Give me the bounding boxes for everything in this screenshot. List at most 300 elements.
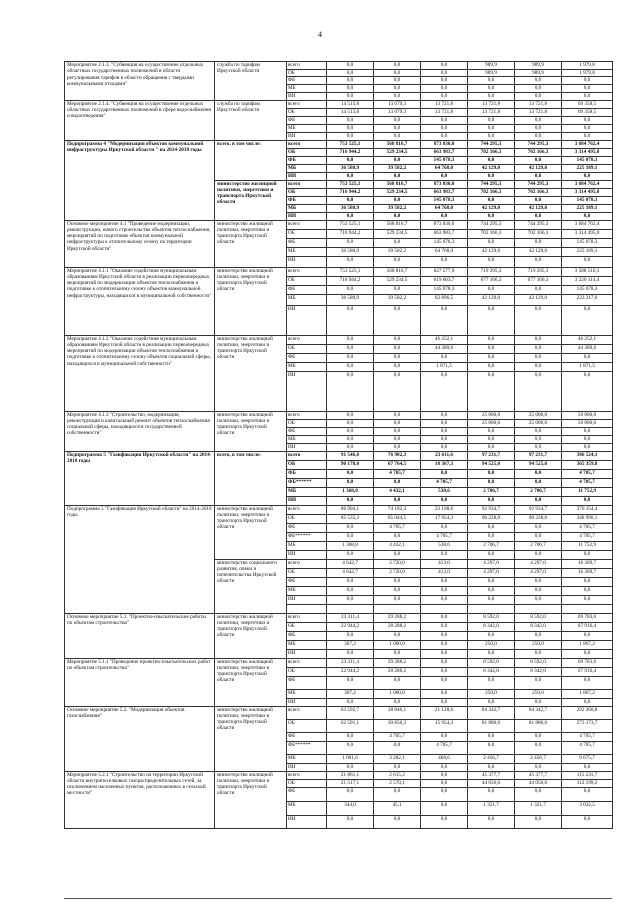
executor-cell: всего, в том числе:	[215, 451, 287, 505]
total-value-cell: 292 260,8	[562, 706, 613, 719]
total-value-cell: 0,0	[562, 550, 613, 559]
year-value-cell: 0,0	[374, 435, 421, 443]
year-value-cell: 8 592,0	[468, 613, 515, 622]
total-value-cell: 0,0	[562, 787, 613, 801]
total-value-cell: 69 358,5	[562, 108, 613, 116]
measure-name-cell: Мероприятие 2.1.3. "Субвенция на осуществление отдельных областных государственных полномочий в области регулирования тарифов в области обращения с твердыми коммунальными отходами"	[65, 62, 215, 101]
funding-source-cell: ОБ	[287, 460, 327, 469]
year-value-cell: 0,0	[468, 649, 515, 658]
year-value-cell: 0,0	[515, 92, 562, 100]
funding-source-cell: ИИ	[287, 595, 327, 604]
budget-table	[64, 61, 613, 829]
funding-source-cell: МБ	[287, 85, 327, 93]
total-value-cell: 0,0	[562, 649, 613, 658]
year-value-cell: 1 000,0	[374, 689, 421, 698]
funding-source-cell: ОБ	[287, 667, 327, 676]
year-value-cell: 0,0	[327, 698, 374, 706]
year-value-cell: 4 705,7	[374, 469, 421, 478]
measure-name-cell: Мероприятие 4.1.3 "Строительство, модернизация, реконструкция и капитальный ремонт объектов теплоснабжения социальной сферы, находящихся в государственной собственности"	[65, 411, 215, 451]
executor-cell: министерство жилищной политики, энергетики и транспорта Иркутской области	[215, 613, 287, 658]
year-value-cell: 0,0	[421, 496, 468, 505]
executor-cell: служба по тарифам Иркутской области	[215, 62, 287, 101]
year-value-cell: 0,0	[515, 172, 562, 180]
year-value-cell: 0,0	[421, 124, 468, 132]
year-value-cell: 702 166,3	[468, 188, 515, 196]
year-value-cell: 8 592,0	[515, 658, 562, 667]
year-value-cell: 744 295,3	[515, 220, 562, 229]
year-value-cell: 1 368,8	[327, 541, 374, 550]
total-value-cell: 3 588 510,3	[562, 267, 613, 276]
total-value-cell: 11 752,9	[562, 487, 613, 496]
funding-source-cell	[287, 604, 327, 613]
year-value-cell: 0,0	[468, 344, 515, 353]
funding-source-cell: МБ	[287, 541, 327, 550]
year-value-cell: 0,0	[421, 622, 468, 631]
year-value-cell: 4 297,0	[515, 568, 562, 577]
year-value-cell: 4 705,7	[421, 741, 468, 754]
year-value-cell: 0,0	[327, 256, 374, 267]
year-value-cell: 873 830,0	[421, 220, 468, 229]
year-value-cell: 74 182,3	[374, 505, 421, 514]
year-value-cell: 0,0	[421, 763, 468, 771]
year-value-cell: 0,0	[327, 305, 374, 335]
year-value-cell: 0,0	[374, 124, 421, 132]
year-value-cell: 0,0	[327, 787, 374, 801]
year-value-cell: 0,0	[327, 523, 374, 532]
year-value-cell: 0,0	[515, 815, 562, 828]
year-value-cell: 0,0	[374, 550, 421, 559]
year-value-cell: 719 295,3	[468, 267, 515, 276]
year-value-cell: 86 904,1	[327, 505, 374, 514]
year-value-cell: 0,0	[421, 640, 468, 649]
total-value-cell: 1 867,2	[562, 640, 613, 649]
total-value-cell: 1 979,8	[562, 62, 613, 70]
year-value-cell: 0,0	[374, 496, 421, 505]
funding-source-cell: всего	[287, 335, 327, 344]
year-value-cell: 0,0	[374, 85, 421, 93]
year-value-cell: 63 592,7	[327, 706, 374, 719]
total-value-cell: 4 705,7	[562, 478, 613, 487]
funding-source-cell: ФБ	[287, 631, 327, 640]
funding-source-cell: ОБ	[287, 719, 327, 732]
total-value-cell: 145 078,3	[562, 285, 613, 294]
funding-source-cell: ФБ	[287, 676, 327, 689]
year-value-cell: 94 525,0	[515, 460, 562, 469]
year-value-cell: 0,0	[421, 613, 468, 622]
year-value-cell: 21 128,6	[421, 706, 468, 719]
year-value-cell: 28 288,2	[374, 622, 421, 631]
year-value-cell: 873 830,0	[421, 180, 468, 188]
year-value-cell: 0,0	[327, 411, 374, 419]
year-value-cell: 0,0	[374, 344, 421, 353]
funding-source-cell: всего	[287, 100, 327, 108]
year-value-cell: 0,0	[468, 443, 515, 451]
year-value-cell: 23 311,4	[327, 613, 374, 622]
year-value-cell: 0,0	[468, 496, 515, 505]
total-value-cell: 0,0	[562, 443, 613, 451]
table-row	[65, 706, 613, 719]
year-value-cell: 44 056,0	[468, 779, 515, 787]
year-value-cell: 0,0	[515, 741, 562, 754]
year-value-cell: 0,0	[515, 256, 562, 267]
year-value-cell: 0,0	[327, 577, 374, 586]
year-value-cell: 0,0	[327, 732, 374, 741]
funding-source-cell: всего	[287, 559, 327, 568]
total-value-cell: 0,0	[562, 132, 613, 140]
year-value-cell: 0,0	[515, 212, 562, 220]
year-value-cell: 0,0	[515, 285, 562, 294]
year-value-cell: 0,0	[421, 116, 468, 124]
funding-source-cell: ФБ******	[287, 741, 327, 754]
funding-source-cell: всего	[287, 451, 327, 460]
year-value-cell: 0,0	[421, 667, 468, 676]
year-value-cell: 0,0	[515, 586, 562, 595]
year-value-cell: 42 129,0	[468, 164, 515, 172]
year-value-cell: 3 282,1	[374, 754, 421, 763]
total-value-cell: 0,0	[562, 631, 613, 640]
year-value-cell: 0,0	[374, 335, 421, 344]
funding-source-cell: ФБ	[287, 787, 327, 801]
year-value-cell: 4 297,0	[468, 568, 515, 577]
year-value-cell: 702 166,3	[515, 188, 562, 196]
total-value-cell: 370 154,4	[562, 505, 613, 514]
year-value-cell: 619 603,7	[421, 276, 468, 285]
year-value-cell: 67 764,5	[374, 460, 421, 469]
total-value-cell: 0,0	[562, 496, 613, 505]
year-value-cell: 85 535,3	[327, 514, 374, 523]
year-value-cell: 39 582,2	[374, 247, 421, 256]
year-value-cell: 42 129,0	[515, 164, 562, 172]
year-value-cell: 2 456,7	[468, 754, 515, 763]
funding-source-cell: МБ	[287, 487, 327, 496]
funding-source-cell: ФБ	[287, 469, 327, 478]
executor-cell: министерство жилищной политики, энергетики и транспорта Иркутской области	[215, 335, 287, 411]
year-value-cell: 0,0	[515, 469, 562, 478]
year-value-cell: 0,0	[374, 62, 421, 70]
year-value-cell: 45 377,7	[515, 771, 562, 779]
year-value-cell: 702 166,3	[468, 148, 515, 156]
year-value-cell: 0,0	[515, 238, 562, 247]
year-value-cell: 0,0	[374, 532, 421, 541]
year-value-cell: 0,0	[468, 371, 515, 411]
year-value-cell: 0,0	[515, 631, 562, 640]
executor-cell: министерство жилищной политики, энергетики и транспорта Иркутской области	[215, 505, 287, 559]
year-value-cell: 90 228,0	[468, 514, 515, 523]
year-value-cell: 4 705,7	[421, 532, 468, 541]
funding-source-cell: ИИ	[287, 698, 327, 706]
year-value-cell: 8 592,0	[515, 613, 562, 622]
year-value-cell: 0,0	[515, 124, 562, 132]
total-value-cell: 0,0	[562, 305, 613, 335]
year-value-cell: 744 295,3	[468, 140, 515, 148]
year-value-cell: 64 768,0	[421, 164, 468, 172]
total-value-cell: 44 380,6	[562, 344, 613, 353]
year-value-cell: 0,0	[327, 344, 374, 353]
funding-source-cell: МБ	[287, 754, 327, 763]
funding-source-cell: всего	[287, 613, 327, 622]
year-value-cell: 2 456,7	[515, 754, 562, 763]
year-value-cell: 13 721,8	[515, 108, 562, 116]
year-value-cell: 0,0	[327, 586, 374, 595]
year-value-cell: 568 816,7	[374, 220, 421, 229]
year-value-cell: 663 983,7	[421, 188, 468, 196]
year-value-cell: 0,0	[515, 344, 562, 353]
total-value-cell: 225 189,1	[562, 164, 613, 172]
year-value-cell: 0,0	[468, 305, 515, 335]
year-value-cell: 367,2	[327, 689, 374, 698]
total-value-cell: 145 078,3	[562, 156, 613, 164]
year-value-cell: 716 944,2	[327, 229, 374, 238]
year-value-cell: 2 706,7	[515, 541, 562, 550]
measure-name-cell: Подпрограмма 5 "Газификация Иркутской области" на 2014-2018 годы	[65, 505, 215, 613]
year-value-cell: 0,0	[327, 196, 374, 204]
year-value-cell: 92 934,7	[515, 505, 562, 514]
funding-source-cell: всего	[287, 411, 327, 419]
total-value-cell: 0,0	[562, 371, 613, 411]
funding-source-cell: ИИ	[287, 649, 327, 658]
year-value-cell: 65 044,5	[374, 514, 421, 523]
total-value-cell: 11 752,9	[562, 541, 613, 550]
year-value-cell: 62 591,1	[327, 719, 374, 732]
year-value-cell: 0,0	[468, 124, 515, 132]
year-value-cell: 529 234,5	[374, 148, 421, 156]
total-value-cell: 115 231,7	[562, 771, 613, 779]
year-value-cell: 25 000,0	[468, 411, 515, 419]
year-value-cell: 0,0	[468, 698, 515, 706]
year-value-cell: 0,0	[374, 763, 421, 771]
year-value-cell: 716 944,2	[327, 148, 374, 156]
year-value-cell: 0,0	[374, 212, 421, 220]
year-value-cell: 81 886,0	[515, 719, 562, 732]
total-value-cell: 0,0	[562, 256, 613, 267]
year-value-cell: 2 706,7	[515, 487, 562, 496]
funding-source-cell: МБ	[287, 435, 327, 443]
year-value-cell: 0,0	[374, 256, 421, 267]
total-value-cell: 16 369,7	[562, 559, 613, 568]
table-row	[65, 62, 613, 70]
year-value-cell: 0,0	[515, 335, 562, 344]
year-value-cell: 21 517,1	[327, 779, 374, 787]
funding-source-cell: всего	[287, 658, 327, 667]
funding-source-cell: всего	[287, 706, 327, 719]
year-value-cell: 8 342,0	[468, 622, 515, 631]
year-value-cell: 0,0	[515, 649, 562, 658]
year-value-cell: 0,0	[374, 787, 421, 801]
funding-source-cell: ИИ	[287, 371, 327, 411]
year-value-cell: 0,0	[468, 763, 515, 771]
year-value-cell: 4 642,7	[327, 559, 374, 568]
year-value-cell: 0,0	[327, 285, 374, 294]
year-value-cell: 0,0	[421, 523, 468, 532]
year-value-cell: 28 288,2	[374, 667, 421, 676]
year-value-cell: 0,0	[374, 238, 421, 247]
funding-source-cell: ФБ	[287, 353, 327, 362]
funding-source-cell: ФБ	[287, 196, 327, 204]
year-value-cell: 0,0	[468, 595, 515, 604]
year-value-cell: 744 295,3	[468, 180, 515, 188]
year-value-cell: 45 377,7	[468, 771, 515, 779]
year-value-cell: 15 954,3	[421, 719, 468, 732]
total-value-cell: 4 705,7	[562, 523, 613, 532]
year-value-cell: 0,0	[421, 69, 468, 77]
year-value-cell: 0,0	[515, 435, 562, 443]
total-value-cell: 67 916,4	[562, 667, 613, 676]
year-value-cell: 21 861,1	[327, 771, 374, 779]
year-value-cell: 0,0	[327, 116, 374, 124]
year-value-cell: 0,0	[515, 763, 562, 771]
year-value-cell: 13 721,8	[421, 100, 468, 108]
year-value-cell: 0,0	[327, 427, 374, 435]
year-value-cell: 663 983,7	[421, 229, 468, 238]
year-value-cell: 0,0	[374, 371, 421, 411]
year-value-cell: 2 570,1	[374, 779, 421, 787]
year-value-cell: 0,0	[327, 353, 374, 362]
year-value-cell: 0,0	[327, 69, 374, 77]
total-value-cell: 9 675,7	[562, 754, 613, 763]
total-value-cell: 0,0	[562, 676, 613, 689]
year-value-cell: 0,0	[468, 469, 515, 478]
year-value-cell: 0,0	[374, 595, 421, 604]
year-value-cell: 0,0	[468, 362, 515, 371]
year-value-cell: 0,0	[374, 92, 421, 100]
year-value-cell: 2 615,2	[374, 771, 421, 779]
year-value-cell: 0,0	[468, 631, 515, 640]
year-value-cell: 0,0	[468, 212, 515, 220]
year-value-cell: 0,0	[327, 124, 374, 132]
year-value-cell: 0,0	[374, 132, 421, 140]
total-value-cell: 3 032,5	[562, 801, 613, 815]
total-value-cell: 3 314 495,0	[562, 229, 613, 238]
funding-source-cell: ИИ	[287, 172, 327, 180]
year-value-cell: 0,0	[515, 427, 562, 435]
year-value-cell: 90 178,0	[327, 460, 374, 469]
year-value-cell: 0,0	[421, 787, 468, 801]
year-value-cell: 250,0	[515, 689, 562, 698]
table-row	[65, 100, 613, 108]
year-value-cell: 42 129,0	[468, 204, 515, 212]
year-value-cell: 0,0	[515, 595, 562, 604]
year-value-cell: 23 198,6	[421, 505, 468, 514]
year-value-cell: 0,0	[374, 156, 421, 164]
year-value-cell: 0,0	[327, 238, 374, 247]
year-value-cell: 0,0	[327, 550, 374, 559]
year-value-cell: 145 078,3	[421, 285, 468, 294]
funding-source-cell: МБ	[287, 801, 327, 815]
year-value-cell: 677 166,3	[515, 276, 562, 285]
year-value-cell: 1 321,7	[468, 801, 515, 815]
total-value-cell: 0,0	[562, 763, 613, 771]
year-value-cell: 989,9	[468, 69, 515, 77]
year-value-cell: 4 432,1	[374, 487, 421, 496]
total-value-cell: 0,0	[562, 435, 613, 443]
total-value-cell: 0,0	[562, 212, 613, 220]
total-value-cell: 386 524,1	[562, 451, 613, 460]
year-value-cell: 44 380,6	[421, 344, 468, 353]
year-value-cell: 0,0	[421, 62, 468, 70]
year-value-cell: 0,0	[468, 132, 515, 140]
year-value-cell: 989,9	[515, 62, 562, 70]
year-value-cell: 0,0	[515, 550, 562, 559]
year-value-cell: 702 166,3	[468, 229, 515, 238]
year-value-cell: 0,0	[421, 815, 468, 828]
funding-source-cell: МБ	[287, 164, 327, 172]
year-value-cell: 0,0	[374, 631, 421, 640]
year-value-cell: 4 432,1	[374, 541, 421, 550]
year-value-cell: 0,0	[421, 779, 468, 787]
funding-source-cell: МБ	[287, 362, 327, 371]
year-value-cell: 0,0	[421, 698, 468, 706]
total-value-cell: 0,0	[562, 92, 613, 100]
year-value-cell: 0,0	[515, 305, 562, 335]
funding-source-cell: ОБ	[287, 622, 327, 631]
year-value-cell	[421, 604, 468, 613]
year-value-cell: 753 525,1	[327, 220, 374, 229]
total-value-cell: 0,0	[562, 595, 613, 604]
total-value-cell: 3 314 495,0	[562, 148, 613, 156]
year-value-cell	[374, 604, 421, 613]
year-value-cell: 0,0	[421, 85, 468, 93]
executor-cell: министерство жилищной политики, энергетики и транспорта Иркутской области	[215, 706, 287, 771]
year-value-cell: 0,0	[374, 362, 421, 371]
year-value-cell: 0,0	[468, 478, 515, 487]
executor-cell: министерство жилищной политики, энергетики и транспорта Иркутской области	[215, 771, 287, 828]
funding-source-cell: МБ	[287, 124, 327, 132]
year-value-cell: 989,9	[468, 62, 515, 70]
year-value-cell: 2 720,0	[374, 568, 421, 577]
year-value-cell: 0,0	[515, 362, 562, 371]
table-row	[65, 613, 613, 622]
year-value-cell: 4 297,0	[468, 559, 515, 568]
year-value-cell: 0,0	[515, 577, 562, 586]
year-value-cell: 0,0	[515, 116, 562, 124]
funding-source-cell: МБ	[287, 586, 327, 595]
year-value-cell: 0,0	[374, 427, 421, 435]
year-value-cell: 14 513,8	[327, 108, 374, 116]
total-value-cell: 69 783,6	[562, 613, 613, 622]
year-value-cell: 0,0	[327, 478, 374, 487]
year-value-cell: 663 983,7	[421, 148, 468, 156]
total-value-cell: 3 684 762,4	[562, 180, 613, 188]
year-value-cell: 0,0	[327, 443, 374, 451]
year-value-cell: 23 311,4	[327, 658, 374, 667]
year-value-cell: 0,0	[374, 116, 421, 124]
year-value-cell: 0,0	[515, 698, 562, 706]
year-value-cell: 13 721,8	[468, 108, 515, 116]
year-value-cell: 0,0	[374, 196, 421, 204]
year-value-cell: 23 611,6	[421, 451, 468, 460]
funding-source-cell: ИИ	[287, 132, 327, 140]
total-value-cell: 3 684 762,4	[562, 140, 613, 148]
total-value-cell: 50 000,0	[562, 411, 613, 419]
year-value-cell: 42 129,0	[515, 294, 562, 305]
year-value-cell: 1 368,8	[327, 487, 374, 496]
year-value-cell: 719 295,3	[515, 267, 562, 276]
year-value-cell: 250,0	[468, 640, 515, 649]
year-value-cell: 84 342,7	[468, 706, 515, 719]
year-value-cell: 753 525,1	[327, 180, 374, 188]
year-value-cell: 538,6	[421, 487, 468, 496]
year-value-cell: 0,0	[327, 92, 374, 100]
funding-source-cell: ОБ	[287, 344, 327, 353]
year-value-cell: 4 705,7	[374, 732, 421, 741]
year-value-cell: 0,0	[327, 85, 374, 93]
year-value-cell: 0,0	[515, 85, 562, 93]
year-value-cell: 0,0	[468, 427, 515, 435]
total-value-cell	[562, 604, 613, 613]
total-value-cell: 69 358,5	[562, 100, 613, 108]
funding-source-cell: ОБ	[287, 229, 327, 238]
year-value-cell: 568 816,7	[374, 140, 421, 148]
